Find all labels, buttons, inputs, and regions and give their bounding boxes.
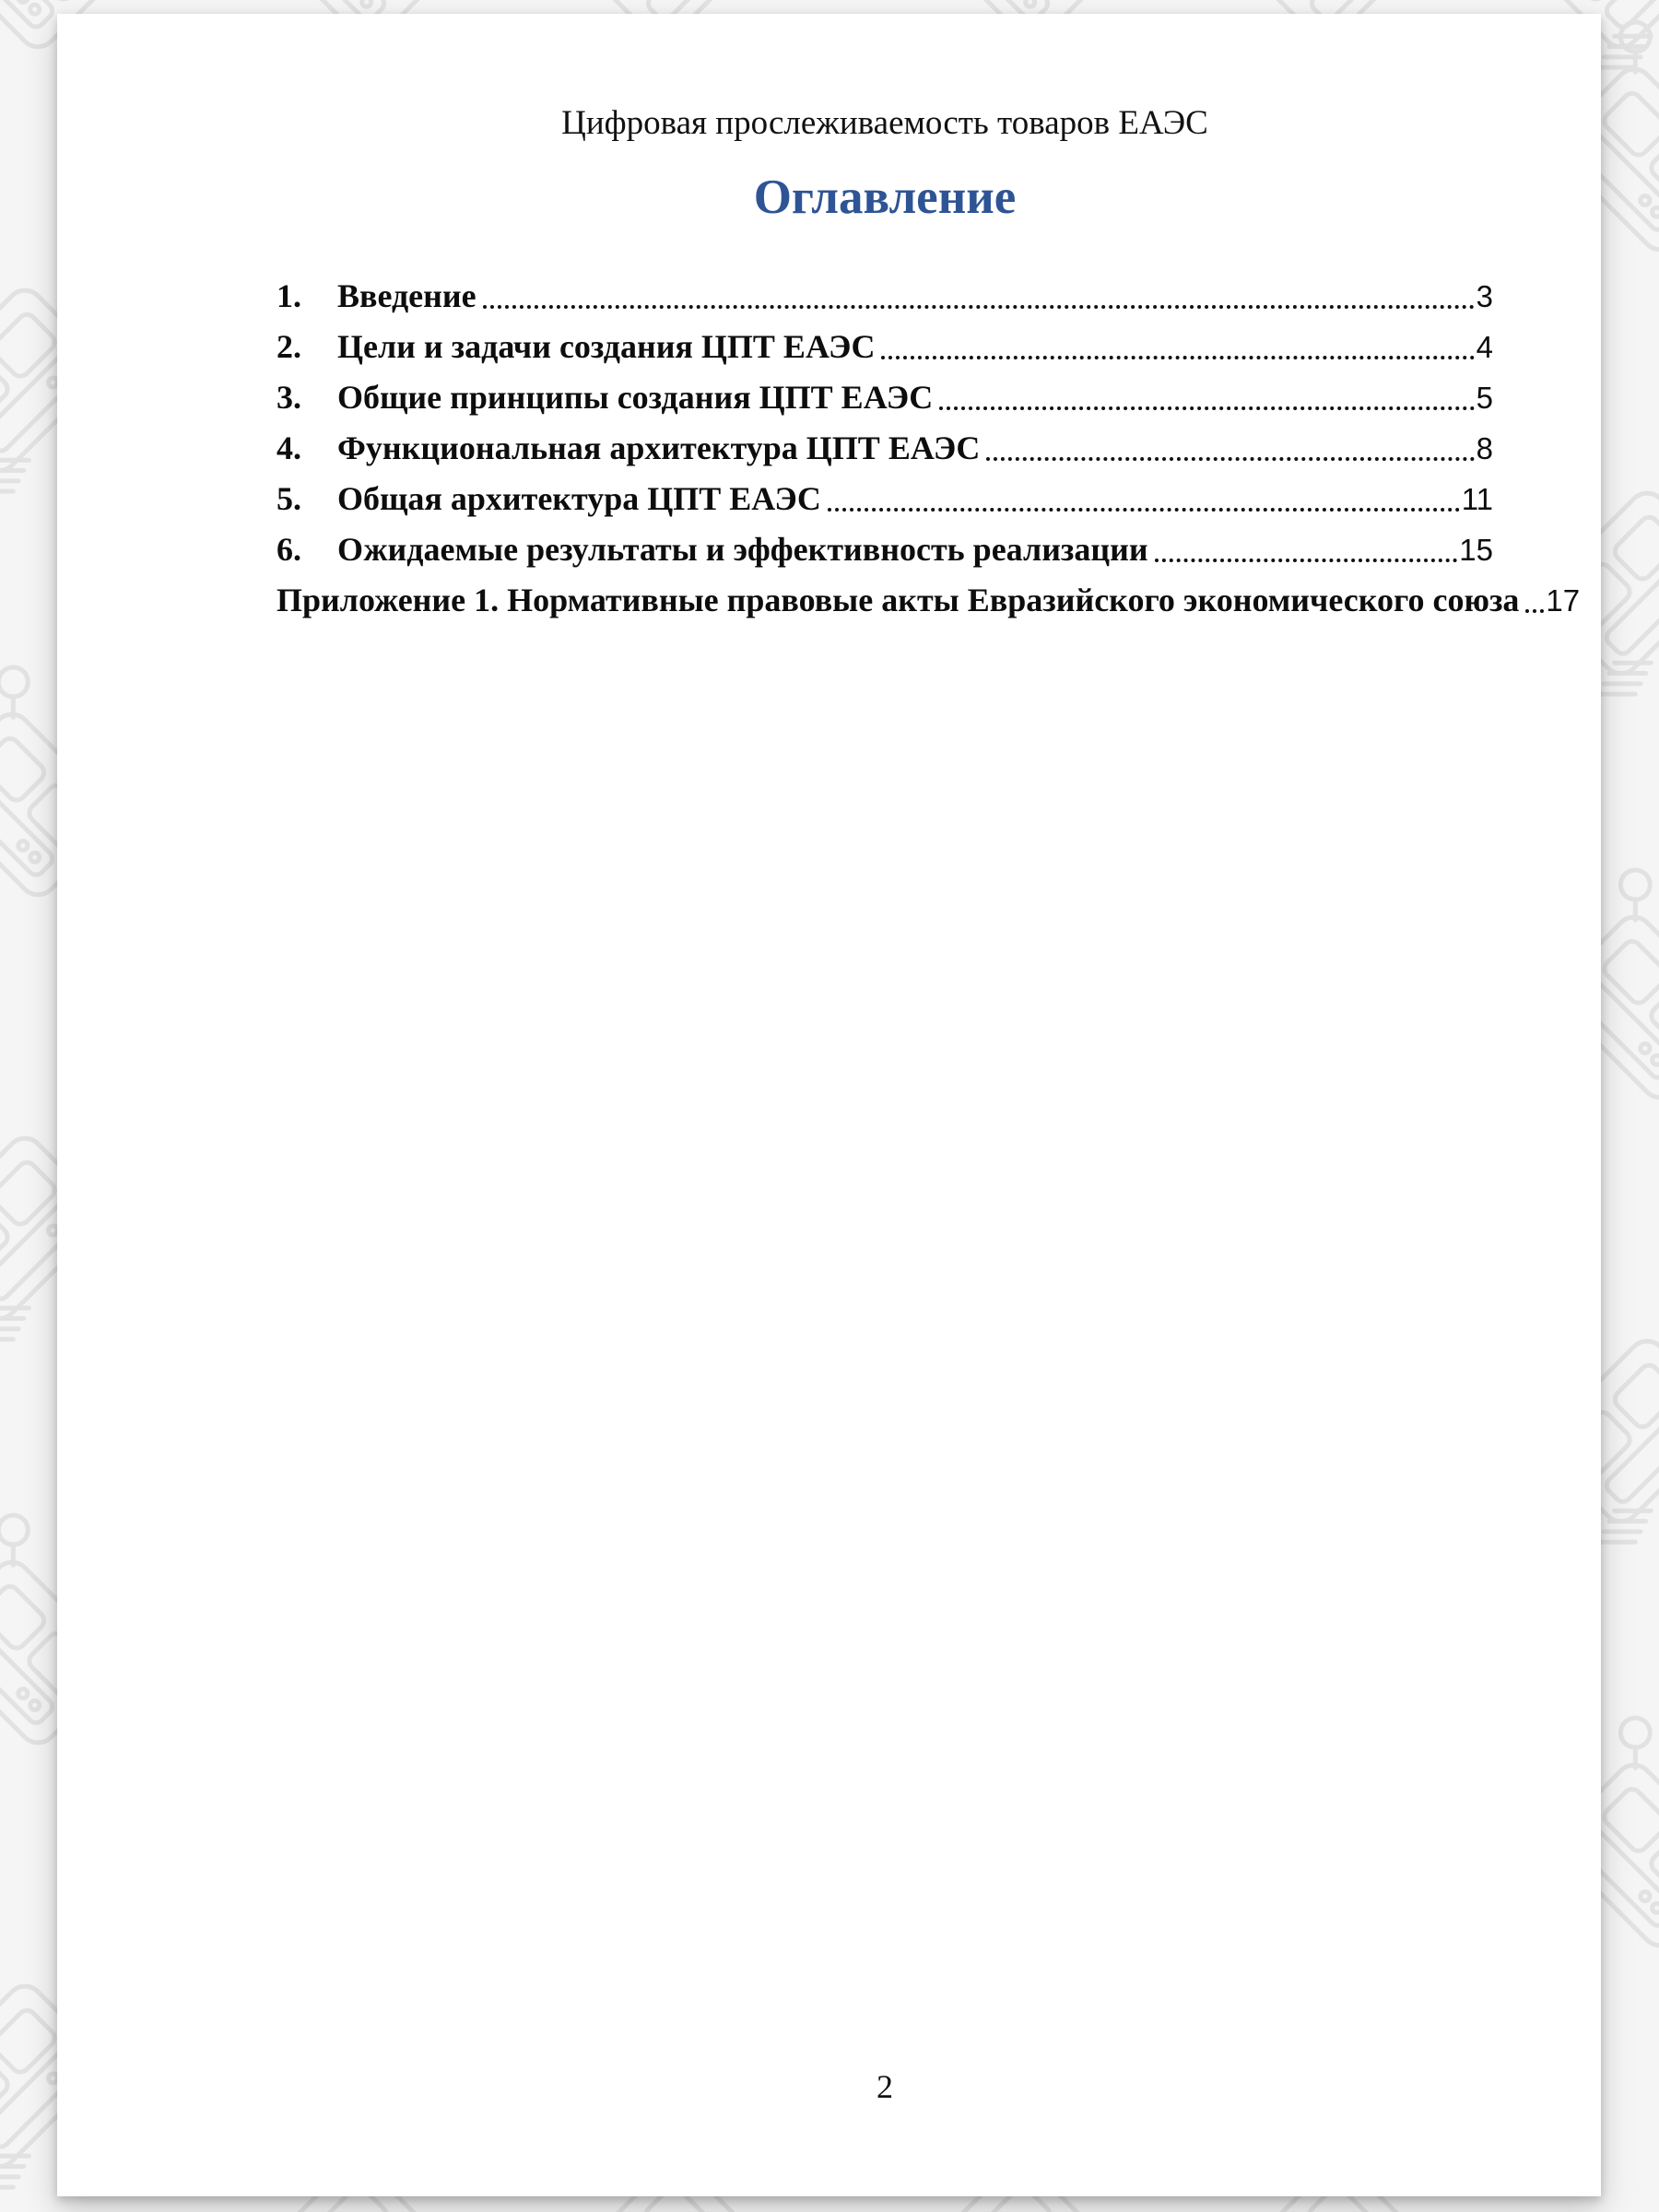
toc-entry-label: Введение <box>337 277 477 314</box>
toc-entry-label: Общая архитектура ЦПТ ЕАЭС <box>337 480 821 517</box>
page-title: Оглавление <box>753 171 1017 224</box>
dot-leader <box>881 356 1474 359</box>
toc-entry-page: 17 <box>1546 583 1581 618</box>
toc-entry-page: 4 <box>1476 330 1493 364</box>
toc-entry-page: 3 <box>1476 279 1493 313</box>
footer-page-number: 2 <box>877 2068 893 2105</box>
dot-leader <box>828 508 1460 512</box>
toc-entry-label: Общие принципы создания ЦПТ ЕАЭС <box>337 379 934 416</box>
toc-entry-5[interactable] <box>276 474 1493 524</box>
toc-entry-label: Ожидаемые результаты и эффективность реализации <box>337 531 1148 568</box>
toc-entry-2[interactable] <box>276 322 1493 372</box>
toc-entry-page: 5 <box>1476 381 1493 415</box>
table-of-contents <box>276 271 1581 626</box>
dot-leader <box>483 305 1475 309</box>
toc-entry-6[interactable] <box>276 524 1493 575</box>
dot-leader <box>986 457 1474 461</box>
dot-leader <box>1525 609 1544 613</box>
toc-entry-page: 8 <box>1476 431 1493 465</box>
toc-entry-label: Приложение 1. Нормативные правовые акты Евразийского экономического союза <box>276 582 1520 618</box>
toc-entry-3[interactable] <box>276 372 1493 423</box>
toc-entry-number: 3. <box>276 379 301 416</box>
toc-entry-number: 4. <box>276 429 301 466</box>
toc-entry-page: 15 <box>1459 533 1493 567</box>
toc-entry-page: 11 <box>1461 482 1493 516</box>
document-header: Цифровая прослеживаемость товаров ЕАЭС <box>561 104 1208 142</box>
toc-entry-number: 1. <box>276 277 301 314</box>
toc-entry-4[interactable] <box>276 423 1493 474</box>
dot-leader <box>1155 559 1458 562</box>
toc-entry-1[interactable] <box>276 271 1493 322</box>
dot-leader <box>939 406 1474 410</box>
toc-entry-number: 2. <box>276 328 301 365</box>
toc-entry-appendix[interactable] <box>276 575 1581 626</box>
toc-entry-label: Цели и задачи создания ЦПТ ЕАЭС <box>337 328 876 365</box>
toc-entry-label: Функциональная архитектура ЦПТ ЕАЭС <box>337 429 981 466</box>
document-page <box>57 14 1601 2196</box>
toc-entry-number: 6. <box>276 531 301 568</box>
toc-entry-number: 5. <box>276 480 301 517</box>
